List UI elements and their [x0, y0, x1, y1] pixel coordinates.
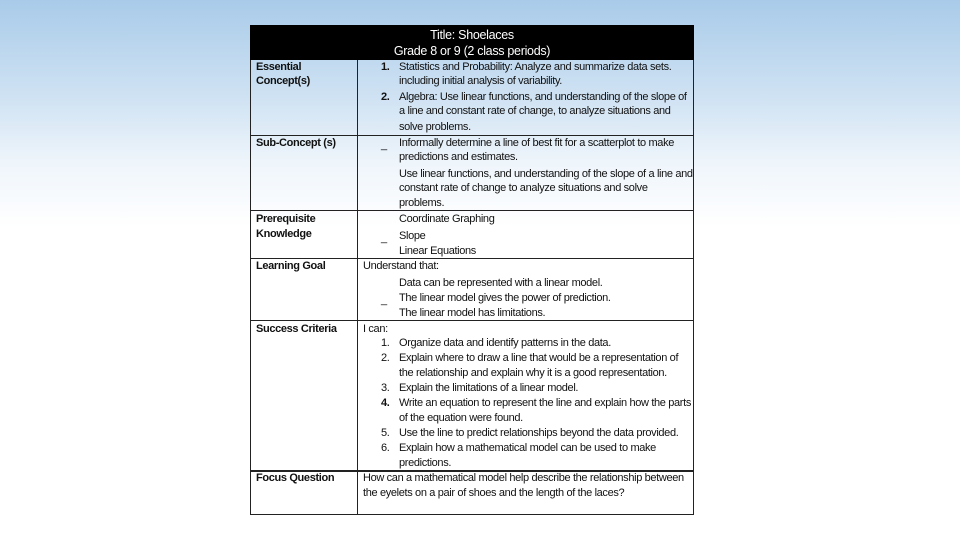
item-text: a line and constant rate of change, to analyze situations and: [399, 105, 671, 117]
lesson-title: Title: Shoelaces: [430, 28, 514, 42]
bullet: _: [381, 139, 387, 151]
item-number: 1.: [381, 61, 390, 73]
item-number: 2.: [381, 91, 390, 103]
item-text: The linear model gives the power of prediction.: [399, 292, 611, 304]
item-text: including initial analysis of variability.: [399, 75, 563, 87]
learning-intro: Understand that:: [363, 260, 439, 272]
item-text: The linear model has limitations.: [399, 307, 546, 319]
item-text: Slope: [399, 230, 426, 242]
item-number: 5.: [381, 427, 390, 439]
focus-question-text: the eyelets on a pair of shoes and the length of the laces?: [363, 487, 625, 499]
lesson-grade: Grade 8 or 9 (2 class periods): [393, 44, 551, 58]
item-text: Explain how a mathematical model can be used to make: [399, 442, 656, 454]
item-text: Write an equation to represent the line and explain how the parts: [399, 397, 691, 409]
item-text: Explain the limitations of a linear model.: [399, 382, 579, 394]
item-text: Use linear functions, and understanding of the slope of a line and: [399, 168, 693, 180]
item-text: Organize data and identify patterns in the data.: [399, 337, 611, 349]
success-intro: I can:: [363, 323, 388, 335]
row-label-learning-goal: Learning Goal: [256, 260, 326, 272]
row-divider: [250, 320, 694, 321]
item-text: Use the line to predict relationships beyond the data provided.: [399, 427, 679, 439]
item-text: Explain where to draw a line that would be a representation of: [399, 352, 679, 364]
item-number: 3.: [381, 382, 390, 394]
item-text: problems.: [399, 197, 445, 209]
column-divider: [357, 60, 358, 515]
focus-question-text: How can a mathematical model help describe the relationship between: [363, 472, 684, 484]
item-text: Algebra: Use linear functions, and understanding of the slope of: [399, 91, 687, 103]
row-label-focus-question: Focus Question: [256, 472, 335, 484]
row-divider: [250, 210, 694, 211]
item-number: 4.: [381, 397, 390, 409]
table-header: [250, 25, 694, 60]
bullet: _: [381, 232, 387, 244]
item-text: Informally determine a line of best fit for a scatterplot to make: [399, 137, 674, 149]
item-number: 6.: [381, 442, 390, 454]
row-label-sub-concept: Sub-Concept (s): [256, 137, 336, 149]
row-label-prerequisite: Prerequisite: [256, 213, 316, 225]
item-text: predictions.: [399, 457, 452, 469]
row-label-prerequisite: Knowledge: [256, 228, 312, 240]
row-label-success-criteria: Success Criteria: [256, 323, 337, 335]
row-label-essential: Essential: [256, 61, 302, 73]
item-text: of the equation were found.: [399, 412, 523, 424]
item-text: solve problems.: [399, 121, 471, 133]
item-text: Linear Equations: [399, 245, 476, 257]
item-text: Data can be represented with a linear model.: [399, 277, 603, 289]
item-text: constant rate of change to analyze situations and solve: [399, 182, 648, 194]
item-text: the relationship and explain why it is a good representation.: [399, 367, 667, 379]
item-text: Coordinate Graphing: [399, 213, 495, 225]
item-number: 2.: [381, 352, 390, 364]
bullet: _: [381, 294, 387, 306]
item-text: Statistics and Probability: Analyze and summarize data sets.: [399, 61, 672, 73]
item-number: 1.: [381, 337, 390, 349]
item-text: predictions and estimates.: [399, 151, 518, 163]
row-label-essential: Concept(s): [256, 75, 310, 87]
